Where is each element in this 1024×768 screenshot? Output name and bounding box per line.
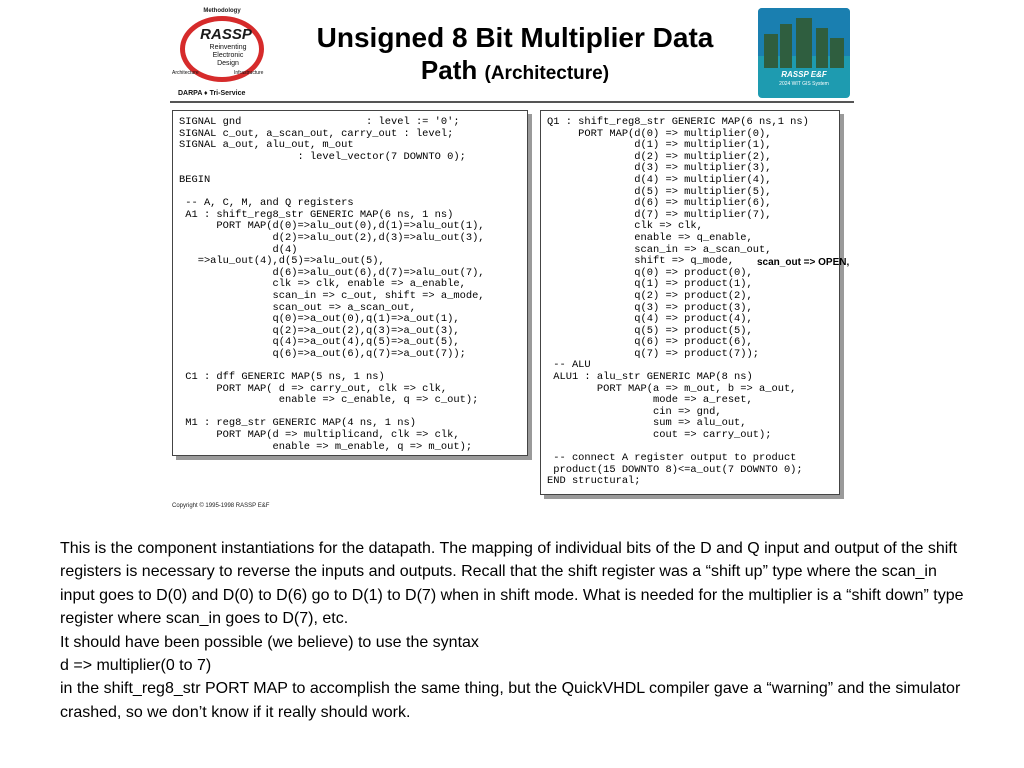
logo-methodology-text: Methodology [203, 8, 241, 14]
title-path: Path [420, 55, 478, 85]
code-panel-left [172, 110, 528, 456]
logo-infrastructure-text: Infrastructure [234, 70, 264, 76]
logo-subcaption: 2024 WIT GIS System [779, 81, 829, 87]
building-icon [796, 18, 812, 68]
slide-notes [60, 537, 970, 724]
vhdl-code-right: Q1 : shift_reg8_str GENERIC MAP(6 ns,1 ns) PORT MAP(d(0) => multiplier(0), d(1) => multiplier(1), d(2) => multiplier(2), d(3) => multiplier(3), d(4) => multiplier(4), d(5) => multiplier(5), d(6) => multiplier(6), d(7) => multiplier(7), clk => clk, enable => q_enable, scan_in => a_scan_out, shift => q_mode, q(0) => product(0), q(1) => product(1), q(2) => product(2), q(3) => product(3), q(4) => product(4), q(5) => product(5), q(6) => product(6), q(7) => product(7)); -- ALU ALU1 : alu_str GENERIC MAP(8 ns) PORT MAP(a => m_out, b => a_out, mode => a_reset, cin => gnd, sum => alu_out, cout => carry_out); -- connect A register output to product product(15 DOWNTO 8)<=a_out(7 DOWNTO 0); END structural; [547, 116, 809, 488]
title-architecture: (Architecture) [484, 63, 610, 84]
logo-tagline: Reinventing Electronic Design [209, 44, 247, 67]
logo-sponsor-text: DARPA ♦ Tri-Service [178, 90, 246, 97]
title-line-1: Unsigned 8 Bit Multiplier Data [316, 22, 714, 53]
building-icon [816, 28, 828, 68]
building-icon [830, 38, 844, 68]
notes-paragraph: d => multiplier(0 to 7) [60, 657, 212, 675]
header-divider [170, 101, 854, 103]
building-icon [780, 24, 792, 68]
title-line-2 [290, 54, 740, 90]
notes-paragraph: It should have been possible (we believe) to use the syntax [60, 633, 479, 651]
logo-architecture-text: Architecture [172, 70, 199, 76]
page-title [290, 22, 740, 90]
vhdl-code-left: SIGNAL gnd : level := '0'; SIGNAL c_out, a_scan_out, carry_out : level; SIGNAL a_out, alu_out, m_out : level_vector(7 DOWNTO 0); BEGIN -- A, C, M, and Q registers A1 : shift_reg8_str GENERIC MAP(6 ns, 1 ns) PORT MAP(d(0)=>alu_out(0),d(1)=>alu_out(1), d(2)=>alu_out(2),d(3)=>alu_out(3), d(4) =>alu_out(4),d(5)=>alu_out(5), d(6)=>alu_out(6),d(7)=>alu_out(7), clk => clk, enable => a_enable, scan_in => c_out, shift => a_mode, scan_out => a_scan_out, q(0)=>a_out(0),q(1)=>a_out(1), q(2)=>a_out(2),q(3)=>a_out(3), q(4)=>a_out(4),q(5)=>a_out(5), q(6)=>a_out(6),q(7)=>a_out(7)); C1 : dff GENERIC MAP(5 ns, 1 ns) PORT MAP( d => carry_out, clk => clk, enable => c_enable, q => c_out); M1 : reg8_str GENERIC MAP(4 ns, 1 ns) PORT MAP(d => multiplicand, clk => clk, enable => m_enable, q => m_out); [179, 116, 485, 453]
notes-paragraph: in the shift_reg8_str PORT MAP to accomplish the same thing, but the QuickVHDL compiler gave a “warning” and the simulator crashed, so we don’t know if it really should work. [60, 680, 961, 721]
rassp-logo [172, 6, 280, 102]
copyright-text: Copyright © 1995-1998 RASSP E&F [172, 503, 270, 509]
code-panel-right [540, 110, 840, 495]
building-icon [764, 34, 778, 68]
scan-out-annotation: scan_out => OPEN, [757, 257, 850, 268]
rassp-ef-logo [758, 8, 850, 98]
notes-paragraph: This is the component instantiations for the datapath. The mapping of individual bits of the D and Q input and output of the shift registers is necessary to reverse the inputs and outputs. Recall that the shift register was a “shift up” type where the scan_in input goes to D(0) and D(0) to D(6) go to D(1) to D(7) when in shift mode. What is needed for the multiplier is a “shift down” type register where scan_in goes to D(7), etc. [60, 540, 964, 628]
logo-caption: RASSP E&F [781, 70, 827, 79]
logo-name: RASSP [200, 26, 252, 43]
